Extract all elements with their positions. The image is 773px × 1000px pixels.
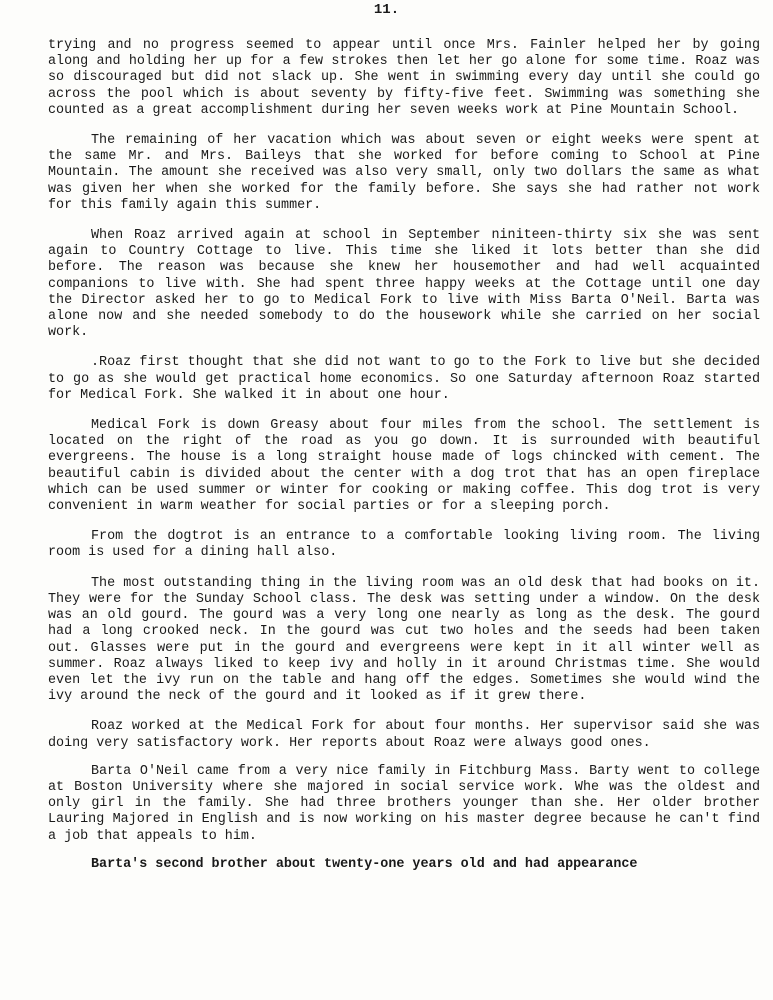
paragraph-barta-family: Barta O'Neil came from a very nice family in Fitchburg Mass. Barty went to college at Boston University where she majored in social service work. Whe was the oldest and only girl in the family. She had three brothers younger than she. Her older brother Lauring Majored in English and is now working on his master degree because he can't find a job that appeals to him. [48,763,760,844]
paragraph-return-to-school: When Roaz arrived again at school in September niniteen-thirty six she was sent again to Country Cottage to live. This time she liked it lots better than she did before. The reason was because she knew her housemother and had well acquainted companions to live with. She had spent three happy weeks at the Cottage until one day the Director asked her to go to Medical Fork to live with Miss Barta O'Neil. Barta was alone now and she needed somebody to do the housework while she carried on her social work. [48,228,760,341]
paragraph-desk-and-gourd: The most outstanding thing in the living room was an old desk that had books on it. They were for the Sunday School class. The desk was setting under a window. On the desk was an old gourd. The gourd was a very long one nearly as long as the desk. The gourd had a long crooked neck. In the gourd was cut two holes and the seeds had been taken out. Glasses were put in the gourd and evergreens were kept in it all winter well as summer. Roaz always liked to keep ivy and holly in it around Christmas time. She would even let the ivy run on the table and hang off the edges. Sometimes she would wind the ivy around the neck of the gourd and it looked as if it grew there. [48,575,760,705]
paragraph-living-room: From the dogtrot is an entrance to a comfortable looking living room. The living room is used for a dining hall also. [48,529,760,561]
paragraph-vacation: The remaining of her vacation which was about seven or eight weeks were spent at the same Mr. and Mrs. Baileys that she worked for before coming to School at Pine Mountain. The amount she received was also very small, only two dollars the same as what was given her when she worked for the family before. She says she had rather not work for this family again this summer. [48,133,760,213]
document-body [48,38,760,887]
paragraph-decision-to-go: .Roaz first thought that she did not want to go to the Fork to live but she decided to go as she would get practical home economics. So one Saturday afternoon Roaz started for Medical Fork. She walked it in about one hour. [48,355,760,403]
paragraph-work-report: Roaz worked at the Medical Fork for about four months. Her supervisor said she was doing very satisfactory work. Her reports about Roaz were always good ones. [48,719,760,751]
paragraph-second-brother: Barta's second brother about twenty-one years old and had appearance [91,856,638,872]
page-number: 11. [373,2,400,18]
paragraph-swimming-continuation: trying and no progress seemed to appear until once Mrs. Fainler helped her by going along and holding her up for a few strokes then let her go alone for some time. Roaz was so discouraged but did not slack up. She went in swimming every day until she could go across the pool which is about seventy by fifty-five feet. Swimming was something she counted as a great accomplishment during her seven weeks work at Pine Mountain School. [48,38,760,118]
paragraph-medical-fork-description: Medical Fork is down Greasy about four miles from the school. The settlement is located on the right of the road as you go down. It is surrounded with beautiful evergreens. The house is a long straight house made of logs chincked with cement. The beautiful cabin is divided about the center with a dog trot that has an open fireplace which can be used summer or winter for cooking or making coffee. This dog trot is very convenient in warm weather for social parties or for a sleeping porch. [48,418,760,515]
